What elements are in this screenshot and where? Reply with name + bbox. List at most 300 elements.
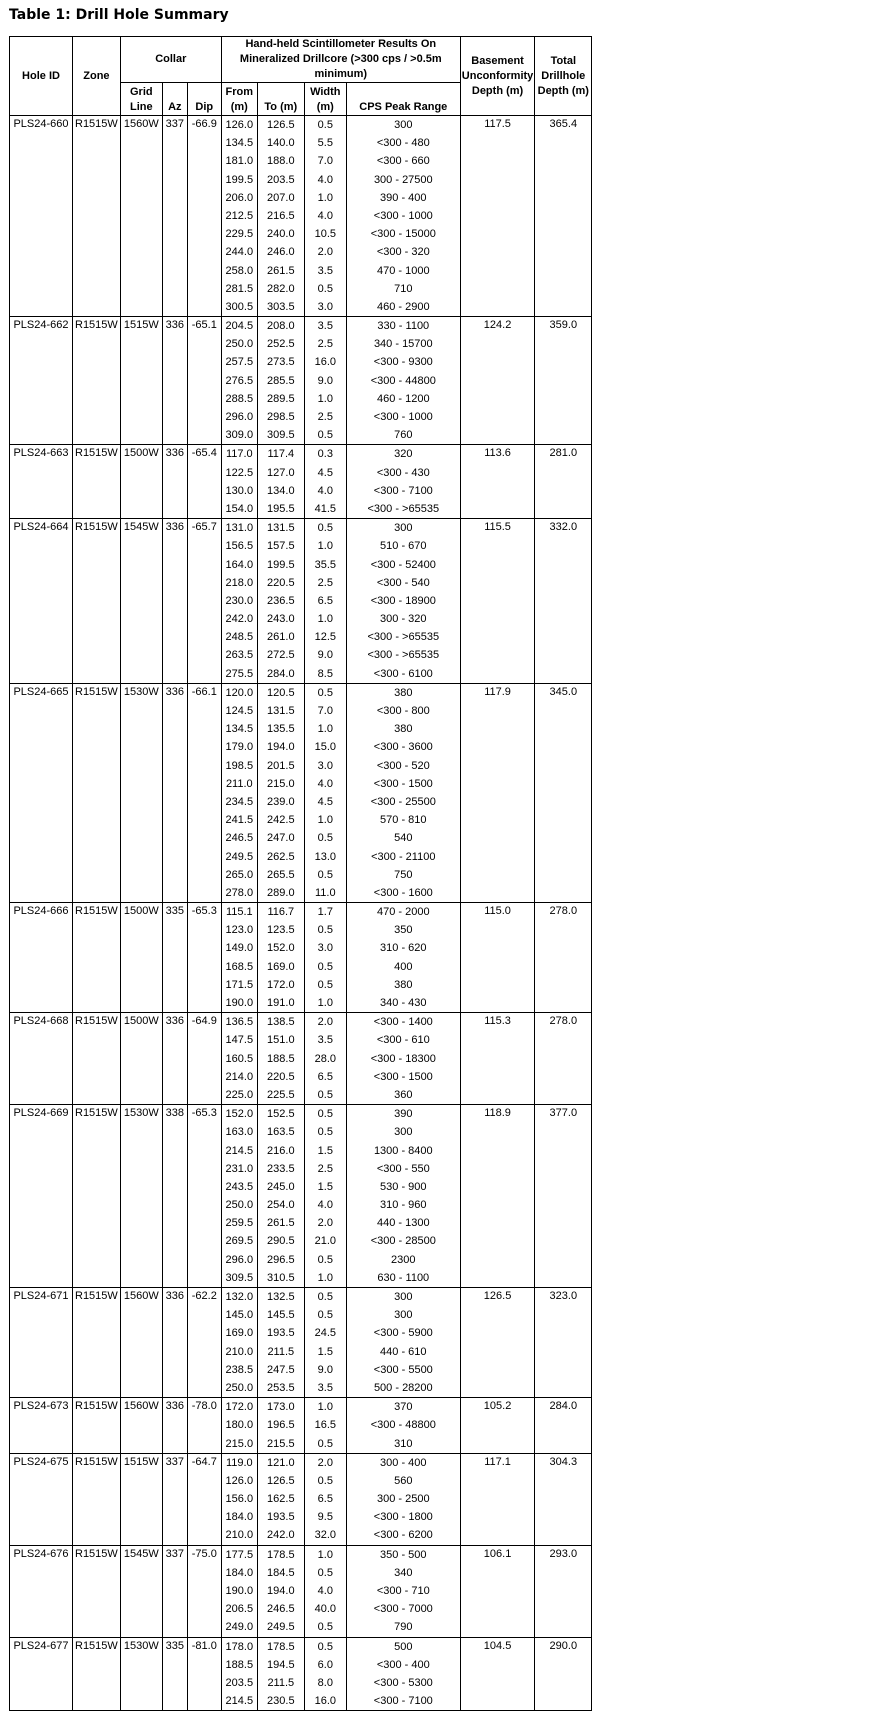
from-cell-value: 257.5	[225, 356, 254, 369]
from-cell-value: 309.0	[225, 429, 254, 442]
zone-cell: R1515W	[73, 683, 121, 902]
cps-cell-value: <300 - >65535	[367, 631, 440, 644]
width-cell-value: 0.5	[317, 832, 333, 845]
cps-cell-value: <300 - 430	[376, 466, 430, 479]
from-cell-value: 190.0	[225, 1585, 254, 1597]
az-cell: 335	[162, 903, 187, 1013]
dip-cell: -75.0	[187, 1545, 221, 1637]
grid-line-cell: 1545W	[120, 1545, 162, 1637]
to-cell-value: 134.0	[267, 484, 295, 497]
cps-cell	[346, 317, 460, 445]
cps-cell-value: <300 - 660	[376, 155, 430, 168]
zone-cell: R1515W	[73, 116, 121, 317]
az-cell: 336	[162, 1398, 187, 1454]
to-cell-value: 247.0	[267, 832, 295, 845]
from-cell-value: 203.5	[225, 1676, 254, 1689]
to-cell-value: 215.0	[267, 777, 295, 790]
cps-cell-value: 300 - 400	[380, 1456, 427, 1469]
az-cell: 336	[162, 445, 187, 519]
width-cell-value: 4.0	[317, 777, 333, 790]
width-cell	[304, 683, 346, 902]
from-cell-value: 225.0	[225, 1088, 254, 1101]
width-cell-value: 1.0	[317, 1401, 333, 1414]
to-cell-value: 199.5	[267, 558, 295, 571]
from-cell-value: 214.0	[225, 1070, 254, 1083]
width-cell-value: 40.0	[314, 1603, 336, 1616]
to-cell-value: 246.0	[267, 246, 295, 259]
basement-cell: 104.5	[460, 1637, 535, 1711]
from-cell-value: 309.5	[225, 1271, 254, 1284]
to-cell-value: 151.0	[267, 1034, 295, 1047]
width-cell-value: 1.7	[317, 906, 333, 919]
grid-line-cell: 1500W	[120, 903, 162, 1013]
from-cell-value: 119.0	[225, 1456, 253, 1469]
width-cell-value: 0.5	[317, 1291, 333, 1303]
cps-cell-value: <300 - 28500	[370, 1235, 436, 1248]
cps-cell-value: 310	[394, 1437, 413, 1450]
from-cell-value: 230.0	[225, 594, 254, 607]
hole-id-cell: PLS24-662	[10, 317, 73, 445]
width-cell-value: 21.0	[314, 1235, 336, 1248]
from-cell-value: 147.5	[225, 1034, 254, 1047]
from-cell-value: 163.0	[225, 1126, 254, 1139]
cps-cell-value: <300 - 520	[376, 759, 430, 772]
to-cell-value: 211.5	[267, 1676, 295, 1689]
cps-cell-value: 380	[394, 723, 413, 736]
to-cell	[257, 1288, 304, 1398]
to-cell-value: 296.5	[267, 1253, 295, 1266]
width-cell-value: 9.5	[317, 1511, 333, 1524]
from-cell	[221, 683, 257, 902]
to-cell-value: 216.0	[267, 1144, 295, 1157]
to-cell-value: 127.0	[267, 466, 295, 479]
dip-cell: -64.9	[187, 1013, 221, 1105]
zone-cell: R1515W	[73, 1288, 121, 1398]
hole-id-cell: PLS24-664	[10, 519, 73, 684]
cps-cell-value: 310 - 620	[380, 942, 427, 955]
width-cell-value: 0.3	[317, 448, 333, 461]
grid-line-cell: 1560W	[120, 1288, 162, 1398]
from-cell-value: 122.5	[225, 466, 254, 479]
width-cell	[304, 1453, 346, 1545]
width-cell-value: 0.5	[317, 1253, 333, 1266]
zone-cell: R1515W	[73, 519, 121, 684]
total-depth-cell: 290.0	[535, 1637, 592, 1711]
dip-cell: -65.1	[187, 317, 221, 445]
hole-id-cell: PLS24-671	[10, 1288, 73, 1398]
to-cell-value: 236.5	[267, 594, 295, 607]
cps-cell-value: 380	[394, 686, 413, 699]
cps-cell-value: 510 - 670	[380, 540, 427, 553]
from-cell-value: 124.5	[225, 705, 254, 717]
from-cell-value: 214.5	[225, 1695, 254, 1708]
cps-cell-value: 540	[394, 832, 413, 845]
total-depth-cell: 293.0	[535, 1545, 592, 1637]
grid-line-cell: 1515W	[120, 317, 162, 445]
cps-cell-value: <300 - 15000	[370, 228, 436, 241]
width-cell-value: 0.5	[317, 1309, 333, 1322]
table-row	[10, 317, 592, 445]
from-cell-value: 169.0	[225, 1327, 254, 1340]
width-cell-value: 0.5	[317, 119, 333, 131]
cps-cell-value: <300 - 400	[376, 1658, 430, 1671]
width-cell-value: 24.5	[314, 1327, 336, 1340]
width-cell-value: 1.5	[317, 1144, 333, 1157]
width-cell-value: 0.5	[317, 522, 333, 535]
width-cell-value: 9.0	[317, 374, 333, 387]
to-cell	[257, 1013, 304, 1105]
width-cell-value: 0.5	[317, 1640, 333, 1653]
zone-cell: R1515W	[73, 1453, 121, 1545]
from-cell-value: 229.5	[225, 228, 254, 241]
to-cell-value: 172.0	[267, 978, 295, 991]
to-cell-value: 126.5	[267, 119, 295, 131]
cps-cell	[346, 1637, 460, 1711]
width-cell	[304, 1398, 346, 1454]
from-cell-value: 115.1	[225, 906, 253, 919]
header-scintillometer: Hand-held Scintillometer Results On Mineralized Drillcore (>300 cps / >0.5m minimum)	[221, 37, 460, 83]
zone-cell: R1515W	[73, 445, 121, 519]
width-cell-value: 0.5	[317, 1621, 333, 1634]
to-cell-value: 116.7	[267, 906, 295, 919]
cps-cell-value: <300 - 610	[376, 1034, 430, 1047]
from-cell-value: 149.0	[225, 942, 254, 955]
total-depth-cell: 332.0	[535, 519, 592, 684]
from-cell-value: 181.0	[225, 155, 254, 168]
from-cell-value: 206.0	[225, 191, 254, 204]
from-cell-value: 238.5	[225, 1363, 254, 1376]
from-cell-value: 265.0	[225, 868, 254, 881]
az-cell: 335	[162, 1637, 187, 1711]
table-title: Table 1: Drill Hole Summary	[9, 7, 229, 23]
width-cell-value: 3.5	[317, 1034, 333, 1047]
to-cell-value: 131.5	[267, 705, 295, 717]
table-row	[10, 683, 592, 902]
to-cell-value: 194.0	[267, 741, 295, 754]
width-cell	[304, 903, 346, 1013]
width-cell-value: 2.0	[317, 1217, 333, 1230]
cps-cell	[346, 683, 460, 902]
from-cell-value: 258.0	[225, 264, 254, 277]
zone-cell: R1515W	[73, 317, 121, 445]
from-cell	[221, 317, 257, 445]
from-cell-value: 123.0	[225, 924, 254, 937]
basement-cell: 117.5	[460, 116, 535, 317]
cps-cell-value: 310 - 960	[380, 1199, 427, 1212]
width-cell-value: 12.5	[314, 631, 336, 644]
from-cell-value: 117.0	[225, 448, 253, 461]
grid-line-cell: 1545W	[120, 519, 162, 684]
to-cell-value: 261.5	[267, 1217, 295, 1230]
az-cell: 336	[162, 519, 187, 684]
az-cell: 338	[162, 1105, 187, 1288]
cps-cell-value: 710	[394, 282, 413, 295]
dip-cell: -65.3	[187, 903, 221, 1013]
to-cell-value: 178.5	[267, 1548, 295, 1561]
from-cell-value: 198.5	[225, 759, 254, 772]
cps-cell-value: 440 - 610	[380, 1345, 427, 1358]
dip-cell: -65.4	[187, 445, 221, 519]
cps-cell-value: 370	[394, 1401, 413, 1414]
width-cell-value: 2.5	[317, 411, 333, 423]
grid-line-cell: 1500W	[120, 445, 162, 519]
to-cell-value: 188.0	[267, 155, 295, 168]
cps-cell-value: 500	[394, 1640, 413, 1653]
to-cell-value: 246.5	[267, 1603, 295, 1616]
cps-cell-value: 390	[394, 1108, 413, 1121]
from-cell-value: 156.5	[225, 540, 254, 553]
from-cell-value: 250.0	[225, 338, 254, 351]
cps-cell-value: 300 - 320	[380, 613, 427, 626]
from-cell-value: 168.5	[225, 960, 254, 973]
cps-cell-value: 400	[394, 960, 413, 973]
from-cell-value: 231.0	[225, 1162, 254, 1175]
to-cell-value: 247.5	[267, 1363, 295, 1376]
az-cell: 337	[162, 1453, 187, 1545]
from-cell	[221, 1398, 257, 1454]
width-cell-value: 0.5	[317, 1437, 333, 1450]
dip-cell: -66.1	[187, 683, 221, 902]
cps-cell-value: <300 - 480	[376, 137, 430, 150]
to-cell-value: 242.5	[267, 814, 295, 827]
hole-id-cell: PLS24-668	[10, 1013, 73, 1105]
from-cell-value: 296.0	[225, 411, 254, 423]
cps-cell	[346, 1105, 460, 1288]
cps-cell-value: <300 - 9300	[373, 356, 433, 369]
from-cell-value: 180.0	[225, 1419, 254, 1432]
header-cps: CPS Peak Range	[346, 83, 460, 116]
grid-line-cell: 1530W	[120, 1105, 162, 1288]
width-cell-value: 16.0	[314, 1695, 336, 1708]
to-cell	[257, 317, 304, 445]
hole-id-cell: PLS24-669	[10, 1105, 73, 1288]
to-cell-value: 201.5	[267, 759, 295, 772]
from-cell-value: 215.0	[225, 1437, 254, 1450]
width-cell-value: 1.0	[317, 392, 333, 405]
hole-id-cell: PLS24-673	[10, 1398, 73, 1454]
total-depth-cell: 365.4	[535, 116, 592, 317]
to-cell-value: 225.5	[267, 1088, 295, 1101]
to-cell-value: 233.5	[267, 1162, 295, 1175]
cps-cell	[346, 903, 460, 1013]
width-cell-value: 3.5	[317, 1381, 333, 1394]
from-cell-value: 210.0	[225, 1345, 254, 1358]
from-cell-value: 156.0	[225, 1493, 254, 1506]
width-cell-value: 28.0	[314, 1052, 336, 1065]
hole-id-cell: PLS24-666	[10, 903, 73, 1013]
width-cell-value: 4.0	[317, 484, 333, 497]
to-cell-value: 261.5	[267, 264, 295, 277]
cps-cell-value: 1300 - 8400	[373, 1144, 433, 1157]
from-cell-value: 300.5	[225, 300, 254, 313]
cps-cell-value: 300	[394, 522, 413, 535]
width-cell-value: 7.0	[317, 705, 333, 717]
cps-cell-value: 320	[394, 448, 413, 461]
to-cell-value: 289.5	[267, 392, 295, 405]
to-cell-value: 208.0	[267, 320, 295, 333]
to-cell-value: 194.0	[267, 1585, 295, 1597]
to-cell-value: 194.5	[267, 1658, 295, 1671]
to-cell-value: 252.5	[267, 338, 295, 351]
width-cell	[304, 445, 346, 519]
az-cell: 336	[162, 1013, 187, 1105]
table-row	[10, 1105, 592, 1288]
cps-cell	[346, 519, 460, 684]
to-cell-value: 245.0	[267, 1180, 295, 1193]
to-cell-value: 152.5	[267, 1108, 295, 1121]
to-cell-value: 261.0	[267, 631, 295, 644]
from-cell-value: 212.5	[225, 209, 254, 222]
to-cell-value: 310.5	[267, 1271, 295, 1284]
to-cell-value: 188.5	[267, 1052, 295, 1065]
width-cell-value: 2.5	[317, 576, 333, 589]
table-row	[10, 1013, 592, 1105]
header-az: Az	[162, 83, 187, 116]
cps-cell-value: <300 - 550	[376, 1162, 430, 1175]
header-width: Width (m)	[304, 83, 346, 116]
from-cell-value: 288.5	[225, 392, 254, 405]
from-cell	[221, 1288, 257, 1398]
basement-cell: 113.6	[460, 445, 535, 519]
from-cell-value: 234.5	[225, 795, 254, 808]
from-cell-value: 259.5	[225, 1217, 254, 1230]
total-depth-cell: 359.0	[535, 317, 592, 445]
from-cell-value: 120.0	[225, 686, 254, 699]
cps-cell-value: 300	[394, 1309, 413, 1322]
total-depth-cell: 284.0	[535, 1398, 592, 1454]
from-cell-value: 246.5	[225, 832, 254, 845]
width-cell-value: 3.0	[317, 300, 333, 313]
from-cell	[221, 519, 257, 684]
width-cell-value: 3.0	[317, 759, 333, 772]
total-depth-cell: 377.0	[535, 1105, 592, 1288]
table-row	[10, 519, 592, 684]
table-row	[10, 1453, 592, 1545]
total-depth-cell: 278.0	[535, 1013, 592, 1105]
cps-cell	[346, 445, 460, 519]
from-cell	[221, 1013, 257, 1105]
cps-cell-value: <300 - 540	[376, 576, 430, 589]
to-cell-value: 254.0	[267, 1199, 295, 1212]
header-dip: Dip	[187, 83, 221, 116]
width-cell-value: 6.5	[317, 594, 333, 607]
to-cell-value: 262.5	[267, 850, 295, 863]
width-cell-value: 3.5	[317, 320, 333, 333]
from-cell-value: 190.0	[225, 997, 254, 1009]
from-cell	[221, 903, 257, 1013]
header-total-depth: Total Drillhole Depth (m)	[535, 37, 592, 116]
to-cell	[257, 116, 304, 317]
zone-cell: R1515W	[73, 1398, 121, 1454]
width-cell-value: 2.0	[317, 1456, 333, 1469]
from-cell-value: 132.0	[225, 1291, 254, 1303]
from-cell	[221, 1105, 257, 1288]
hole-id-cell: PLS24-665	[10, 683, 73, 902]
from-cell-value: 160.5	[225, 1052, 254, 1065]
zone-cell: R1515W	[73, 1013, 121, 1105]
total-depth-cell: 278.0	[535, 903, 592, 1013]
cps-cell	[346, 1013, 460, 1105]
cps-cell-value: 790	[394, 1621, 413, 1634]
width-cell-value: 2.5	[317, 338, 333, 351]
to-cell-value: 282.0	[267, 282, 295, 295]
to-cell-value: 193.5	[267, 1511, 295, 1524]
from-cell-value: 154.0	[225, 502, 254, 515]
table-row	[10, 445, 592, 519]
from-cell-value: 250.0	[225, 1381, 254, 1394]
to-cell-value: 230.5	[267, 1695, 295, 1708]
cps-cell-value: <300 - 48800	[370, 1419, 436, 1432]
basement-cell: 118.9	[460, 1105, 535, 1288]
to-cell-value: 126.5	[267, 1474, 295, 1487]
width-cell-value: 4.5	[317, 795, 333, 808]
width-cell-value: 4.5	[317, 466, 333, 479]
cps-cell-value: <300 - 710	[376, 1585, 430, 1597]
width-cell-value: 0.5	[317, 1474, 333, 1487]
cps-cell	[346, 1288, 460, 1398]
width-cell-value: 1.0	[317, 1271, 333, 1284]
az-cell: 336	[162, 683, 187, 902]
from-cell-value: 171.5	[225, 978, 254, 991]
table-row	[10, 1545, 592, 1637]
to-cell-value: 191.0	[267, 997, 295, 1009]
to-cell-value: 211.5	[267, 1345, 295, 1358]
from-cell-value: 184.0	[225, 1566, 254, 1579]
cps-cell-value: <300 - 7100	[373, 1695, 433, 1708]
grid-line-cell: 1560W	[120, 116, 162, 317]
cps-cell-value: <300 - 1600	[373, 886, 433, 899]
to-cell-value: 309.5	[267, 429, 295, 442]
from-cell-value: 241.5	[225, 814, 254, 827]
to-cell-value: 216.5	[267, 209, 295, 222]
from-cell	[221, 445, 257, 519]
to-cell-value: 195.5	[267, 502, 295, 515]
width-cell-value: 8.0	[317, 1676, 333, 1689]
cps-cell-value: 630 - 1100	[377, 1271, 430, 1284]
width-cell-value: 0.5	[317, 1088, 333, 1101]
from-cell	[221, 1453, 257, 1545]
width-cell-value: 3.5	[317, 264, 333, 277]
cps-cell-value: 560	[394, 1474, 413, 1487]
from-cell-value: 242.0	[225, 613, 254, 626]
cps-cell-value: 460 - 2900	[376, 300, 430, 313]
from-cell-value: 164.0	[225, 558, 254, 571]
from-cell-value: 250.0	[225, 1199, 254, 1212]
width-cell-value: 13.0	[314, 850, 336, 863]
cps-cell-value: 440 - 1300	[376, 1217, 430, 1230]
table-row	[10, 1398, 592, 1454]
to-cell-value: 203.5	[267, 173, 295, 186]
from-cell-value: 211.0	[225, 777, 253, 790]
width-cell-value: 4.0	[317, 1585, 333, 1597]
basement-cell: 106.1	[460, 1545, 535, 1637]
to-cell	[257, 683, 304, 902]
cps-cell-value: 360	[394, 1088, 413, 1101]
cps-cell-value: 460 - 1200	[376, 392, 430, 405]
width-cell-value: 0.5	[317, 1108, 333, 1121]
hole-id-cell: PLS24-675	[10, 1453, 73, 1545]
to-cell-value: 284.0	[267, 667, 295, 680]
total-depth-cell: 345.0	[535, 683, 592, 902]
table-row	[10, 903, 592, 1013]
zone-cell: R1515W	[73, 1545, 121, 1637]
to-cell-value: 253.5	[267, 1381, 295, 1394]
basement-cell: 115.3	[460, 1013, 535, 1105]
width-cell-value: 2.0	[317, 246, 333, 259]
from-cell-value: 136.5	[225, 1016, 254, 1029]
cps-cell-value: <300 - >65535	[367, 649, 440, 662]
from-cell-value: 214.5	[225, 1144, 254, 1157]
